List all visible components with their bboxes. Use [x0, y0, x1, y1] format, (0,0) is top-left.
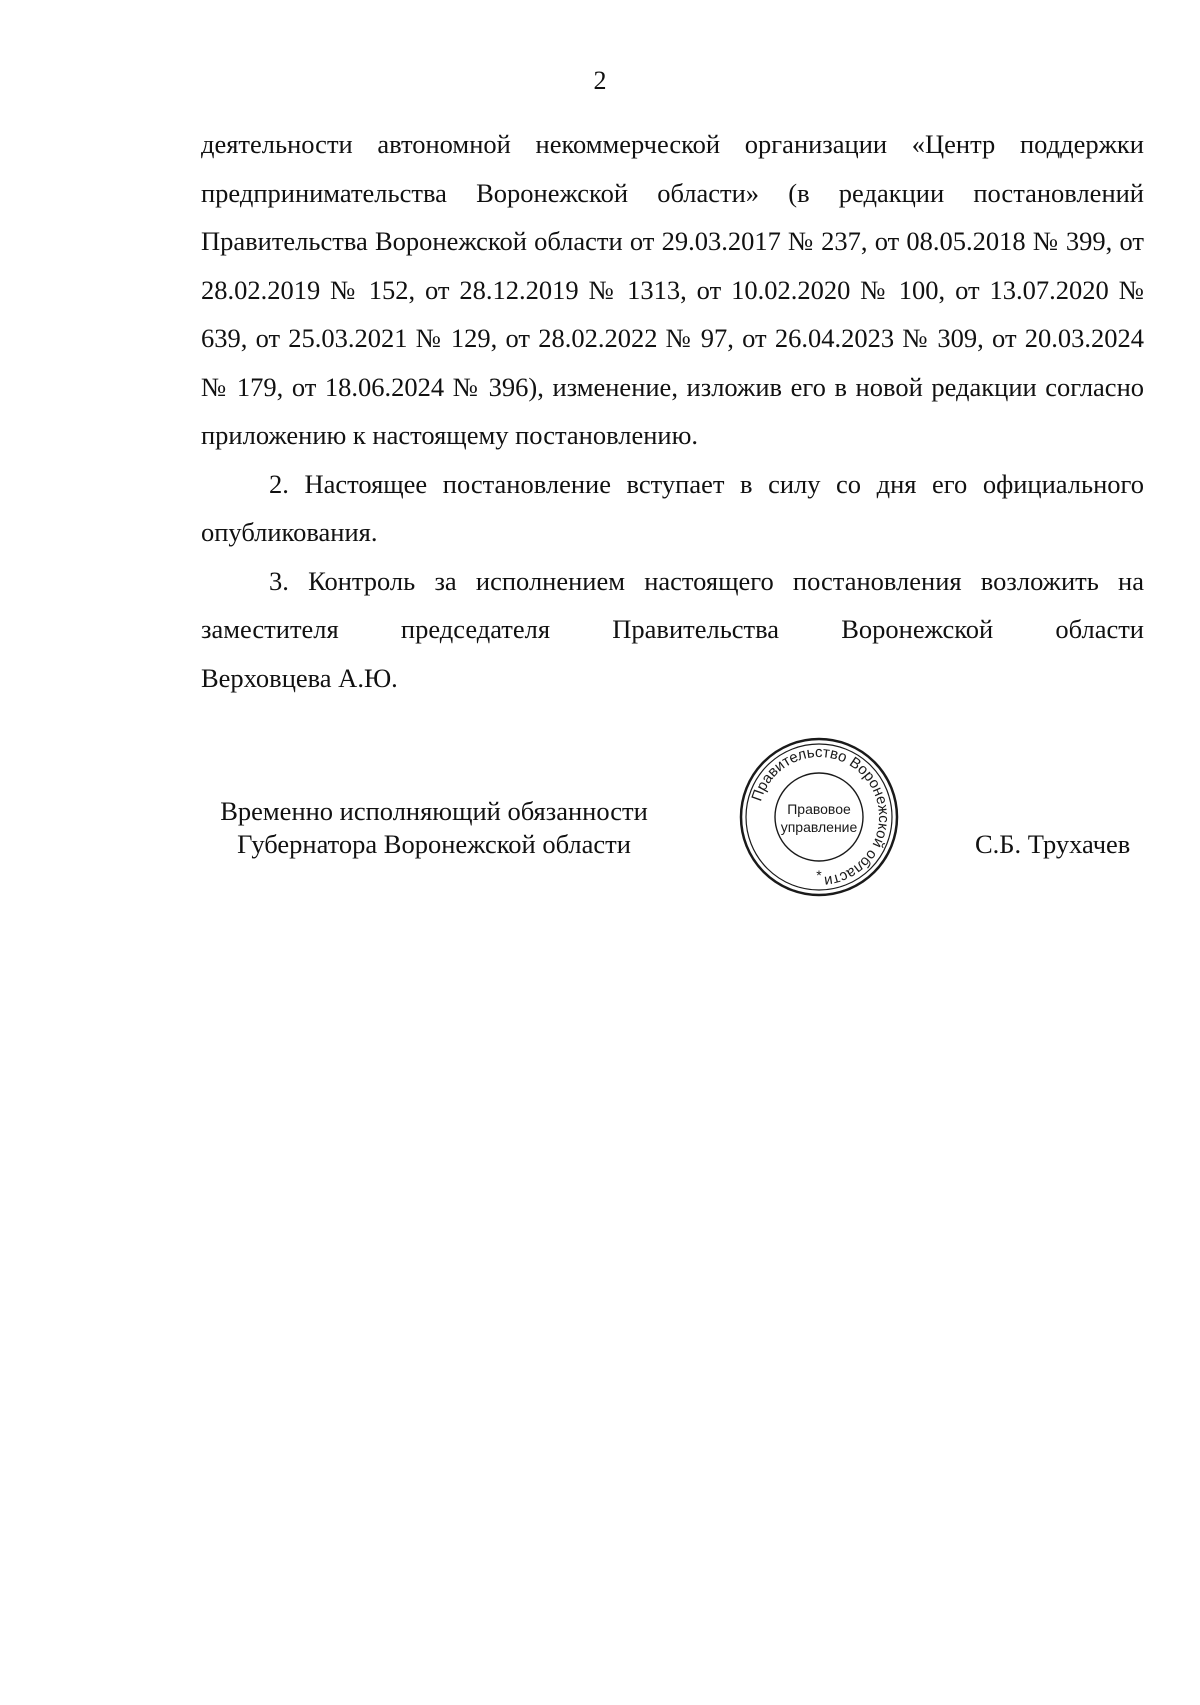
- official-stamp: [738, 736, 900, 898]
- stamp-inner-text-line-2: управление: [780, 819, 858, 835]
- signatory-position-line-2: Губернатора Воронежской области: [237, 829, 631, 859]
- paragraph-control: [201, 557, 1144, 703]
- document-body: [201, 120, 1144, 702]
- stamp-inner-text-line-1: Правовое: [787, 801, 851, 817]
- signatory-name: С.Б. Трухачев: [975, 829, 1131, 859]
- paragraph-control-line-2: заместителя председателя Правительства Воронежской области: [201, 614, 1144, 644]
- stamp-outer-text: Правительство Воронежской области: [748, 743, 893, 890]
- stamp-star: *: [816, 867, 822, 883]
- paragraph-continuation: деятельности автономной некоммерческой организации «Центр поддержки предпринимательства Воронежской области» (в редакции постановлений Правительства Воронежской области от 29.03.2017 № 237, от 08.05.2018 № 399, от 28.02.2019 № 152, от 28.12.2019 № 1313, от 10.02.2020 № 100, от 13.07.2020 № 639, от 25.03.2021 № 129, от 28.02.2022 № 97, от 26.04.2023 № 309, от 20.03.2024 № 179, от 18.06.2024 № 396), изменение, изложив его в новой редакции согласно приложению к настоящему постановлению.: [201, 129, 1144, 450]
- paragraph-effective-date: 2. Настоящее постановление вступает в силу со дня его официального опубликования.: [201, 468, 1144, 547]
- signatory-position: [199, 795, 669, 861]
- paragraph-control-line-1: 3. Контроль за исполнением настоящего постановления возложить на: [269, 565, 1144, 596]
- page-number: 2: [593, 66, 607, 95]
- signatory-position-line-1: Временно исполняющий обязанности: [220, 796, 648, 826]
- stamp-center-ring: [775, 773, 863, 861]
- paragraph-control-line-3: Верховцева А.Ю.: [201, 662, 398, 693]
